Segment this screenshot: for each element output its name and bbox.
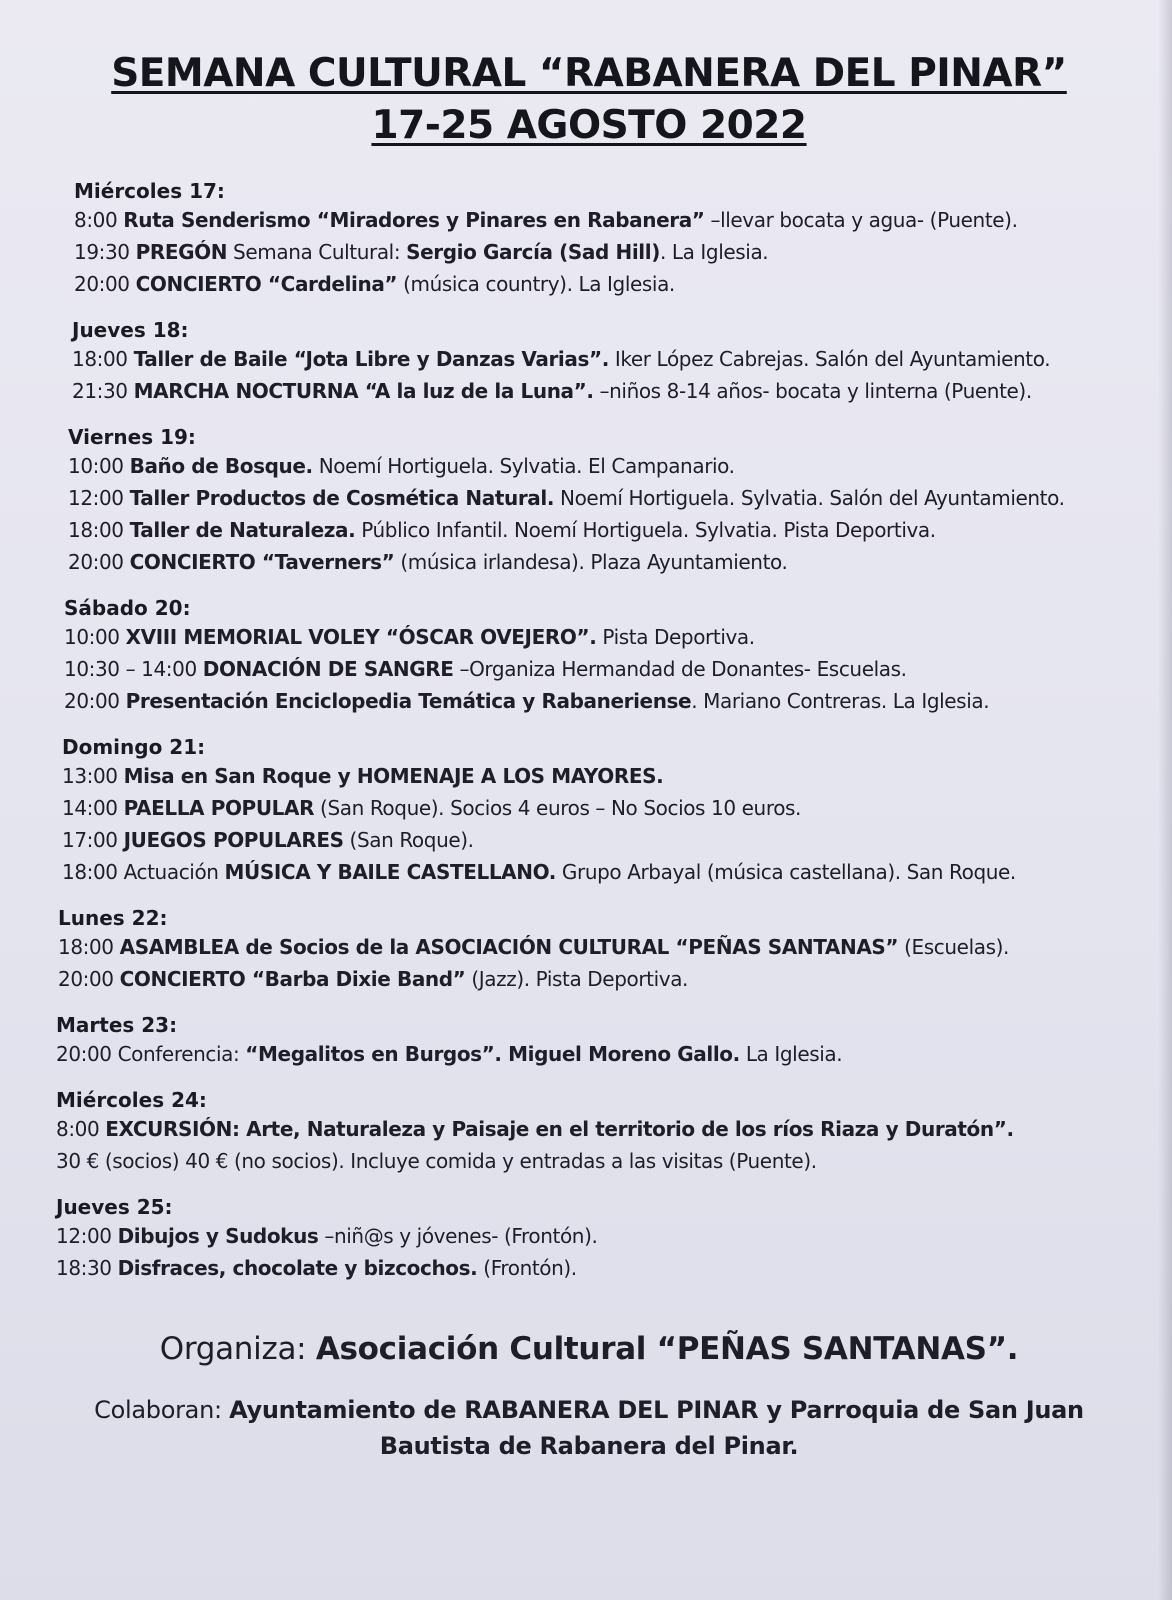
event-line <box>64 653 1122 685</box>
event-line <box>62 824 1122 856</box>
colaboran-block <box>56 1392 1122 1464</box>
event-text: 18:30 <box>56 1256 118 1280</box>
event-text: –niñ@s y jóvenes- (Frontón). <box>318 1224 598 1248</box>
event-highlight: Taller de Baile “Jota Libre y Danzas Varias”. <box>133 347 609 371</box>
event-line <box>56 1038 1122 1070</box>
event-highlight: DONACIÓN DE SANGRE <box>202 657 454 681</box>
day-block <box>56 595 1122 717</box>
event-text: 8:00 <box>74 208 124 232</box>
day-heading: Sábado 20: <box>64 596 191 620</box>
event-text: Público Infantil. Noemí Hortiguela. Sylvatia. Pista Deportiva. <box>355 518 936 542</box>
event-text: 12:00 <box>56 1224 118 1248</box>
event-line <box>72 343 1122 375</box>
event-text: Grupo Arbayal (música castellana). San Roque. <box>555 860 1016 884</box>
event-highlight: MARCHA NOCTURNA “A la luz de la Luna”. <box>133 379 594 403</box>
event-text: 20:00 <box>74 272 136 296</box>
event-line <box>74 204 1122 236</box>
day-heading: Lunes 22: <box>58 906 168 930</box>
event-line <box>56 1220 1122 1252</box>
event-line <box>74 268 1122 300</box>
event-highlight: Disfraces, chocolate y bizcochos. <box>117 1256 478 1280</box>
event-text: –Organiza Hermandad de Donantes- Escuelas. <box>453 657 907 681</box>
event-text: Pista Deportiva. <box>596 625 755 649</box>
event-text: . La Iglesia. <box>659 240 769 264</box>
event-line <box>68 514 1122 546</box>
event-line <box>64 685 1122 717</box>
event-line <box>58 963 1122 995</box>
day-block <box>56 1012 1122 1070</box>
day-block <box>56 1194 1122 1284</box>
event-text: 10:00 <box>68 454 130 478</box>
event-line <box>74 236 1122 268</box>
event-text: 20:00 Conferencia: <box>56 1042 246 1066</box>
event-text: (Jazz). Pista Deportiva. <box>465 967 689 991</box>
day-block <box>56 1087 1122 1177</box>
event-line <box>56 1145 1122 1177</box>
colaboran-label: Colaboran: <box>94 1396 230 1424</box>
event-line <box>62 760 1122 792</box>
event-text: Iker López Cabrejas. Salón del Ayuntamiento. <box>608 347 1051 371</box>
event-highlight: CONCIERTO “Cardelina” <box>135 272 398 296</box>
title-line-1: SEMANA CULTURAL “RABANERA DEL PINAR” <box>111 51 1067 96</box>
event-highlight: MÚSICA Y BAILE CASTELLANO. <box>224 860 556 884</box>
event-highlight: Baño de Bosque. <box>129 454 313 478</box>
day-heading: Domingo 21: <box>62 735 206 759</box>
event-text: 20:00 <box>64 689 126 713</box>
event-text: 17:00 <box>62 828 124 852</box>
event-highlight: Sergio García (Sad Hill) <box>406 240 660 264</box>
event-text: (San Roque). Socios 4 euros – No Socios 10 euros. <box>314 796 802 820</box>
event-highlight: Taller de Naturaleza. <box>129 518 356 542</box>
event-highlight: EXCURSIÓN: Arte, Naturaleza y Paisaje en el territorio de los ríos Riaza y Duratón”. <box>105 1117 1014 1141</box>
colaboran-value: Ayuntamiento de RABANERA DEL PINAR y Parroquia de San Juan <box>229 1396 1084 1424</box>
event-text: –niños 8-14 años- bocata y linterna (Puente). <box>593 379 1032 403</box>
event-highlight: Taller Productos de Cosmética Natural. <box>129 486 555 510</box>
colaboran-line-2: Bautista de Rabanera del Pinar. <box>379 1432 799 1460</box>
event-line <box>58 931 1122 963</box>
event-line <box>68 482 1122 514</box>
event-highlight: Dibujos y Sudokus <box>117 1224 319 1248</box>
event-highlight: CONCIERTO “Barba Dixie Band” <box>119 967 466 991</box>
event-highlight: “Megalitos en Burgos”. Miguel Moreno Gallo. <box>245 1042 740 1066</box>
day-block <box>56 734 1122 888</box>
event-line <box>64 621 1122 653</box>
event-text: 10:30 – 14:00 <box>64 657 203 681</box>
event-highlight: Ruta Senderismo “Miradores y Pinares en Rabanera” <box>123 208 705 232</box>
event-highlight: JUEGOS POPULARES <box>123 828 344 852</box>
event-text: 18:00 <box>58 935 120 959</box>
colaboran-line-1 <box>56 1392 1122 1428</box>
title-block <box>56 48 1122 152</box>
day-heading: Jueves 18: <box>72 318 189 342</box>
event-highlight: Presentación Enciclopedia Temática y Rabaneriense <box>125 689 692 713</box>
organiza-label: Organiza: <box>159 1331 316 1367</box>
event-line <box>68 450 1122 482</box>
event-highlight: CONCIERTO “Taverners” <box>129 550 395 574</box>
event-text: –llevar bocata y agua- (Puente). <box>704 208 1018 232</box>
event-highlight: ASAMBLEA de Socios de la ASOCIACIÓN CULTURAL “PEÑAS SANTANAS” <box>119 935 899 959</box>
schedule <box>56 178 1122 1284</box>
day-block <box>56 317 1122 407</box>
event-text: 13:00 <box>62 764 124 788</box>
day-heading: Martes 23: <box>56 1013 178 1037</box>
event-text: 30 € (socios) 40 € (no socios). Incluye comida y entradas a las visitas (Puente). <box>56 1149 817 1173</box>
footer <box>56 1328 1122 1464</box>
event-line <box>56 1252 1122 1284</box>
event-text: (música country). La Iglesia. <box>397 272 675 296</box>
event-text: 21:30 <box>72 379 134 403</box>
event-text: 18:00 <box>68 518 130 542</box>
event-text: 20:00 <box>58 967 120 991</box>
event-text: (San Roque). <box>343 828 474 852</box>
day-heading: Jueves 25: <box>56 1195 173 1219</box>
organiza-value: Asociación Cultural “PEÑAS SANTANAS”. <box>315 1331 1019 1367</box>
event-text: La Iglesia. <box>739 1042 843 1066</box>
event-text: 19:30 <box>74 240 136 264</box>
event-text: Noemí Hortiguela. Sylvatia. El Campanario. <box>312 454 735 478</box>
event-text: (música irlandesa). Plaza Ayuntamiento. <box>394 550 788 574</box>
event-line <box>62 792 1122 824</box>
title-line-2: 17-25 AGOSTO 2022 <box>371 103 807 148</box>
event-highlight: XVIII MEMORIAL VOLEY “ÓSCAR OVEJERO”. <box>125 625 597 649</box>
day-block <box>56 905 1122 995</box>
event-highlight: PREGÓN <box>135 240 228 264</box>
event-line <box>56 1113 1122 1145</box>
event-text: 10:00 <box>64 625 126 649</box>
event-text: 18:00 Actuación <box>62 860 225 884</box>
day-block <box>56 178 1122 300</box>
day-heading: Miércoles 24: <box>56 1088 207 1112</box>
event-text: (Frontón). <box>477 1256 577 1280</box>
event-text: (Escuelas). <box>898 935 1009 959</box>
organiza-line <box>56 1328 1122 1370</box>
day-heading: Miércoles 17: <box>74 179 225 203</box>
event-highlight: Misa en San Roque y HOMENAJE A LOS MAYORES. <box>123 764 664 788</box>
day-block <box>56 424 1122 578</box>
event-text: . Mariano Contreras. La Iglesia. <box>691 689 990 713</box>
event-text: Noemí Hortiguela. Sylvatia. Salón del Ayuntamiento. <box>554 486 1065 510</box>
event-text: 14:00 <box>62 796 124 820</box>
event-highlight: PAELLA POPULAR <box>123 796 315 820</box>
event-text: 12:00 <box>68 486 130 510</box>
event-line <box>68 546 1122 578</box>
event-text: 18:00 <box>72 347 134 371</box>
day-heading: Viernes 19: <box>68 425 196 449</box>
event-line <box>72 375 1122 407</box>
event-text: 8:00 <box>56 1117 106 1141</box>
event-line <box>62 856 1122 888</box>
event-text: Semana Cultural: <box>227 240 407 264</box>
event-text: 20:00 <box>68 550 130 574</box>
